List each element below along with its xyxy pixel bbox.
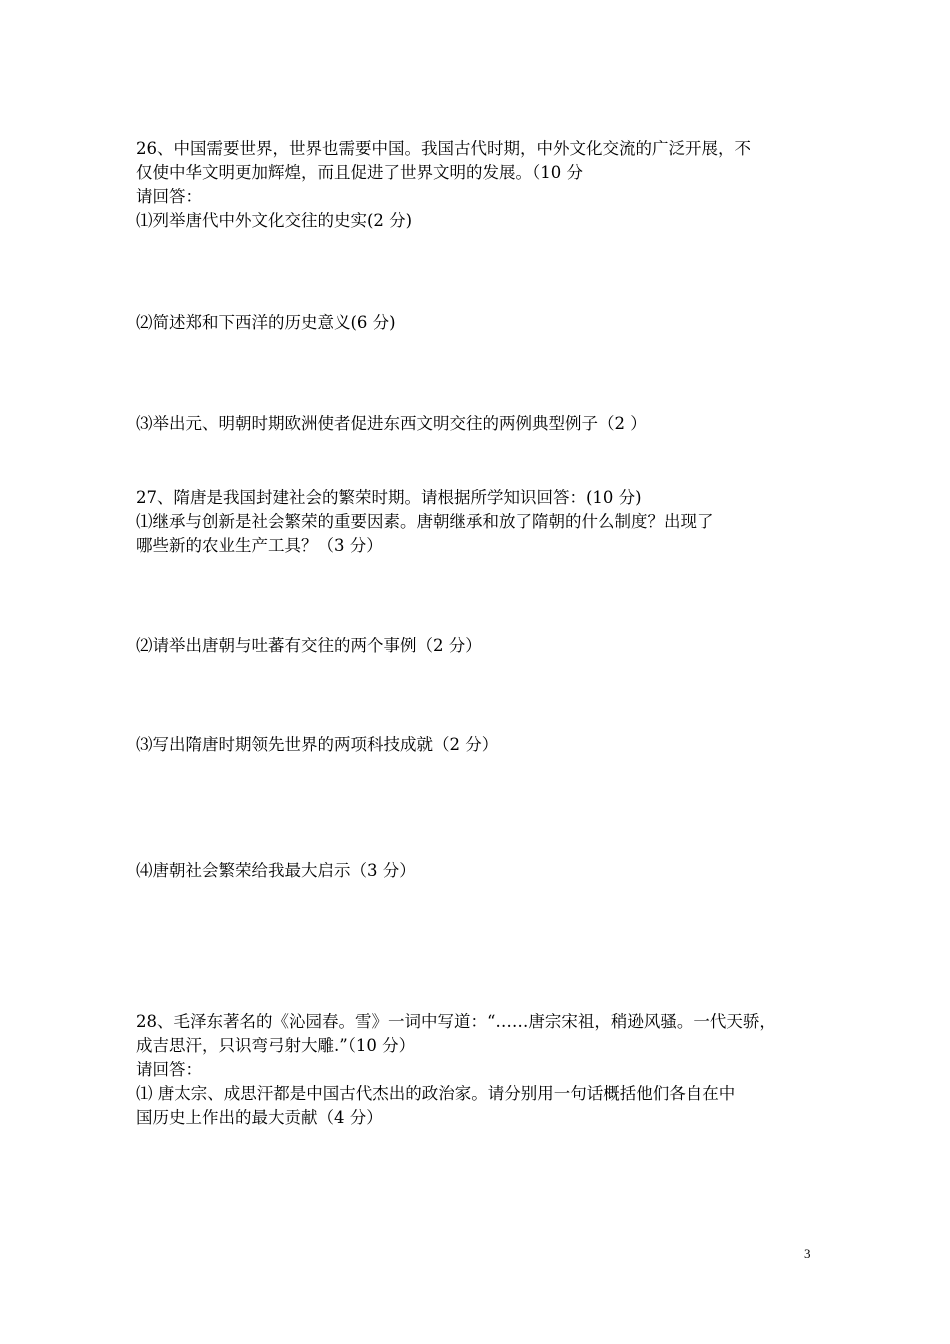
q26-stem-line1: 26、中国需要世界，世界也需要中国。我国古代时期，中外文化交流的广泛开展，不 xyxy=(136,139,751,158)
q27-sub3: ⑶写出隋唐时期领先世界的两项科技成就（2 分） xyxy=(136,735,499,754)
q26-prompt: 请回答： xyxy=(136,187,202,206)
page-number: 3 xyxy=(804,1246,811,1261)
q27-sub1-line1: ⑴继承与创新是社会繁荣的重要因素。唐朝继承和放了隋朝的什么制度？出现了 xyxy=(136,512,714,531)
q27-stem: 27、隋唐是我国封建社会的繁荣时期。请根据所学知识回答：(10 分) xyxy=(136,488,642,507)
q26-sub1: ⑴列举唐代中外文化交往的史实(2 分) xyxy=(136,211,413,230)
q28-sub1-line1: ⑴ 唐太宗、成思汗都是中国古代杰出的政治家。请分别用一句话概括他们各自在中 xyxy=(136,1084,736,1103)
q28-stem-line2: 成吉思汗，只识弯弓射大雕.”（10 分） xyxy=(136,1036,416,1055)
q26-sub3: ⑶举出元、明朝时期欧洲使者促进东西文明交往的两例典型例子（2 ） xyxy=(136,414,647,433)
q28-prompt: 请回答： xyxy=(136,1060,202,1079)
q27-sub4: ⑷唐朝社会繁荣给我最大启示（3 分） xyxy=(136,861,416,880)
q26-stem-line2: 仅使中华文明更加辉煌，而且促进了世界文明的发展。（10 分 xyxy=(136,163,583,182)
q28-sub1-line2: 国历史上作出的最大贡献（4 分） xyxy=(136,1108,383,1127)
q26-sub2: ⑵简述郑和下西洋的历史意义(6 分) xyxy=(136,313,396,332)
q27-sub1-line2: 哪些新的农业生产工具？（3 分） xyxy=(136,536,383,555)
q27-sub2: ⑵请举出唐朝与吐蕃有交往的两个事例（2 分） xyxy=(136,636,482,655)
q28-stem-line1: 28、毛泽东著名的《沁园春。雪》一词中写道：“……唐宗宋祖，稍逊风骚。一代天骄， xyxy=(136,1012,776,1031)
